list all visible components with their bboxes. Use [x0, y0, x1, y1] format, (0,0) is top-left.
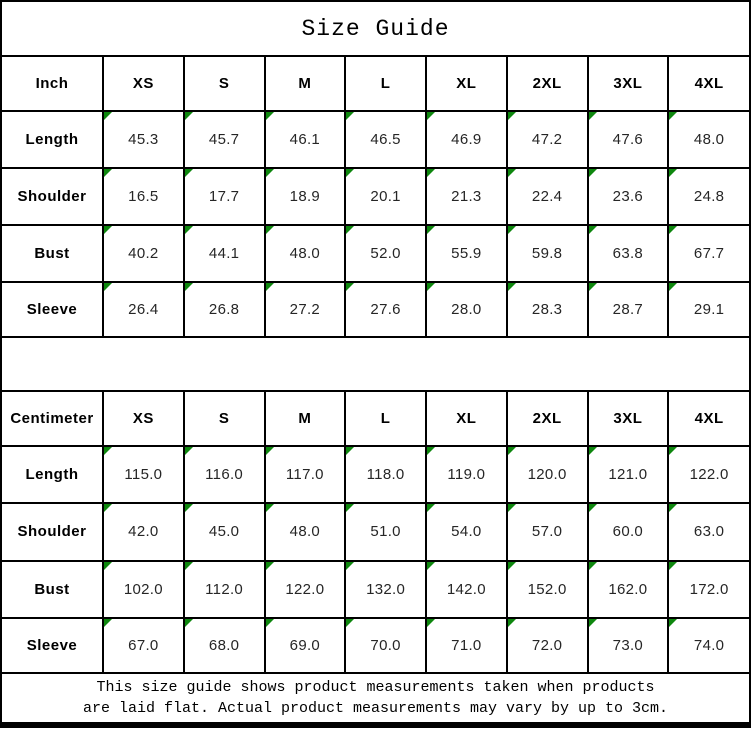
- cell-corner-flag-icon: [185, 504, 193, 512]
- table-row-length: [2, 446, 749, 503]
- size-value-cell: [426, 618, 507, 672]
- cell-corner-flag-icon: [508, 169, 516, 177]
- size-value-cell: [345, 225, 426, 282]
- size-value: 28.3: [531, 301, 563, 318]
- cell-corner-flag-icon: [185, 226, 193, 234]
- table-row-shoulder: [2, 168, 749, 225]
- size-value-cell: [668, 446, 749, 503]
- size-value-cell: [507, 446, 588, 503]
- inch-header-row: [2, 57, 749, 111]
- row-label-bust: Bust: [2, 225, 103, 282]
- size-value-cell: [588, 503, 669, 560]
- size-value-cell: [103, 168, 184, 225]
- cell-corner-flag-icon: [589, 504, 597, 512]
- size-value-cell: [668, 225, 749, 282]
- cell-corner-flag-icon: [346, 562, 354, 570]
- size-value-cell: [426, 111, 507, 168]
- cell-corner-flag-icon: [266, 562, 274, 570]
- cell-corner-flag-icon: [669, 283, 677, 291]
- size-value-cell: [668, 618, 749, 672]
- cell-corner-flag-icon: [185, 447, 193, 455]
- cell-corner-flag-icon: [346, 283, 354, 291]
- size-value-cell: [426, 168, 507, 225]
- cell-corner-flag-icon: [669, 226, 677, 234]
- column-header-4xl: 4XL: [668, 392, 749, 446]
- cell-corner-flag-icon: [508, 112, 516, 120]
- size-value-cell: [345, 111, 426, 168]
- size-value: 23.6: [612, 188, 644, 205]
- column-header-xs: XS: [103, 392, 184, 446]
- size-value: 40.2: [128, 245, 159, 262]
- cell-corner-flag-icon: [185, 169, 193, 177]
- unit-header-centimeter: Centimeter: [2, 392, 103, 446]
- row-label-length: Length: [2, 111, 103, 168]
- size-value: 63.8: [612, 245, 644, 262]
- size-value: 55.9: [451, 245, 482, 262]
- cell-corner-flag-icon: [104, 169, 112, 177]
- size-value-cell: [588, 168, 669, 225]
- cell-corner-flag-icon: [589, 283, 597, 291]
- size-value: 17.7: [208, 188, 240, 205]
- size-value: 46.5: [370, 131, 401, 148]
- centimeter-header-row: [2, 392, 749, 446]
- cell-corner-flag-icon: [266, 112, 274, 120]
- size-value-cell: [345, 618, 426, 672]
- centimeter-size-table: [2, 392, 749, 672]
- cell-corner-flag-icon: [104, 447, 112, 455]
- column-header-3xl: 3XL: [588, 57, 669, 111]
- column-header-3xl: 3XL: [588, 392, 669, 446]
- size-value: 18.9: [289, 188, 321, 205]
- table-row-shoulder: [2, 503, 749, 560]
- size-value-cell: [588, 225, 669, 282]
- size-value: 28.7: [612, 301, 644, 318]
- footer-note-line1: This size guide shows product measurements taken when products: [96, 679, 655, 696]
- footer-note-line2: are laid flat. Actual product measurements may vary by up to 3cm.: [82, 700, 669, 717]
- cell-corner-flag-icon: [266, 169, 274, 177]
- size-value: 20.1: [370, 188, 401, 205]
- size-value-cell: [184, 168, 265, 225]
- cell-corner-flag-icon: [508, 504, 516, 512]
- size-value: 72.0: [531, 636, 563, 654]
- size-value-cell: [345, 503, 426, 560]
- cell-corner-flag-icon: [346, 226, 354, 234]
- size-value-cell: [507, 111, 588, 168]
- column-header-2xl: 2XL: [507, 392, 588, 446]
- size-value-cell: [265, 446, 346, 503]
- size-value: 28.0: [451, 301, 482, 318]
- size-value-cell: [507, 225, 588, 282]
- size-value: 46.1: [289, 131, 321, 148]
- cell-corner-flag-icon: [346, 169, 354, 177]
- size-value: 60.0: [612, 523, 644, 541]
- size-value-cell: [345, 561, 426, 618]
- size-value-cell: [265, 503, 346, 560]
- size-value: 44.1: [208, 245, 240, 262]
- table-row-sleeve: [2, 282, 749, 336]
- size-value: 74.0: [693, 636, 725, 654]
- row-label-shoulder: Shoulder: [2, 168, 103, 225]
- size-value-cell: [103, 111, 184, 168]
- size-value: 45.3: [128, 131, 159, 148]
- cell-corner-flag-icon: [104, 562, 112, 570]
- size-value-cell: [668, 503, 749, 560]
- size-value: 132.0: [366, 580, 406, 598]
- size-value-cell: [345, 282, 426, 336]
- cell-corner-flag-icon: [266, 226, 274, 234]
- cell-corner-flag-icon: [669, 112, 677, 120]
- cell-corner-flag-icon: [104, 283, 112, 291]
- size-value-cell: [184, 282, 265, 336]
- cell-corner-flag-icon: [266, 283, 274, 291]
- table-row-bust: [2, 225, 749, 282]
- size-value: 115.0: [124, 466, 163, 484]
- size-value: 46.9: [451, 131, 482, 148]
- size-value: 102.0: [123, 580, 163, 598]
- footer-note: [2, 672, 749, 722]
- size-value-cell: [588, 282, 669, 336]
- size-value-cell: [668, 111, 749, 168]
- size-value-cell: [103, 503, 184, 560]
- size-value-cell: [668, 282, 749, 336]
- cell-corner-flag-icon: [589, 226, 597, 234]
- size-value-cell: [507, 618, 588, 672]
- size-value-cell: [103, 446, 184, 503]
- size-value: 22.4: [531, 188, 563, 205]
- table-spacer: [2, 336, 749, 392]
- cell-corner-flag-icon: [427, 504, 435, 512]
- size-value: 47.6: [612, 131, 644, 148]
- row-label-sleeve: Sleeve: [2, 618, 103, 672]
- size-value-cell: [265, 225, 346, 282]
- cell-corner-flag-icon: [589, 169, 597, 177]
- size-value-cell: [588, 446, 669, 503]
- size-value: 152.0: [527, 580, 567, 598]
- cell-corner-flag-icon: [346, 112, 354, 120]
- size-value-cell: [426, 225, 507, 282]
- column-header-2xl: 2XL: [507, 57, 588, 111]
- unit-header-inch: Inch: [2, 57, 103, 111]
- size-value: 67.0: [128, 636, 159, 654]
- size-value: 48.0: [289, 245, 321, 262]
- size-value: 63.0: [693, 523, 725, 541]
- size-value: 54.0: [451, 523, 482, 541]
- size-value: 142.0: [446, 580, 486, 598]
- cell-corner-flag-icon: [589, 619, 597, 627]
- cell-corner-flag-icon: [589, 112, 597, 120]
- column-header-xl: XL: [426, 392, 507, 446]
- size-value: 71.0: [451, 636, 482, 654]
- size-value: 59.8: [531, 245, 563, 262]
- cell-corner-flag-icon: [346, 619, 354, 627]
- size-value-cell: [103, 225, 184, 282]
- cell-corner-flag-icon: [589, 447, 597, 455]
- size-value-cell: [184, 561, 265, 618]
- size-value-cell: [184, 446, 265, 503]
- table-row-sleeve: [2, 618, 749, 672]
- size-value-cell: [103, 618, 184, 672]
- column-header-l: L: [345, 57, 426, 111]
- size-value: 118.0: [366, 466, 405, 484]
- size-value: 48.0: [289, 523, 321, 541]
- size-value: 21.3: [451, 188, 482, 205]
- cell-corner-flag-icon: [669, 504, 677, 512]
- size-value: 27.2: [289, 301, 321, 318]
- cell-corner-flag-icon: [104, 504, 112, 512]
- cell-corner-flag-icon: [185, 283, 193, 291]
- size-value: 121.0: [608, 466, 648, 484]
- column-header-4xl: 4XL: [668, 57, 749, 111]
- size-value-cell: [265, 111, 346, 168]
- cell-corner-flag-icon: [104, 226, 112, 234]
- page-title: Size Guide: [2, 2, 749, 57]
- size-value: 57.0: [531, 523, 563, 541]
- size-value: 67.7: [693, 245, 725, 262]
- size-value: 45.0: [208, 523, 240, 541]
- row-label-shoulder: Shoulder: [2, 503, 103, 560]
- size-value-cell: [103, 561, 184, 618]
- size-value: 26.4: [128, 301, 159, 318]
- size-value: 52.0: [370, 245, 401, 262]
- cell-corner-flag-icon: [266, 619, 274, 627]
- size-value: 73.0: [612, 636, 644, 654]
- size-value: 122.0: [689, 466, 729, 484]
- cell-corner-flag-icon: [104, 619, 112, 627]
- size-value-cell: [588, 618, 669, 672]
- size-value-cell: [345, 168, 426, 225]
- size-value: 70.0: [370, 636, 401, 654]
- size-value: 45.7: [208, 131, 240, 148]
- size-value: 51.0: [370, 523, 401, 541]
- column-header-l: L: [345, 392, 426, 446]
- size-value-cell: [265, 168, 346, 225]
- size-value-cell: [426, 561, 507, 618]
- size-value-cell: [184, 503, 265, 560]
- size-value: 69.0: [289, 636, 321, 654]
- cell-corner-flag-icon: [508, 619, 516, 627]
- cell-corner-flag-icon: [669, 169, 677, 177]
- size-value: 172.0: [689, 580, 729, 598]
- cell-corner-flag-icon: [185, 112, 193, 120]
- size-value: 117.0: [285, 466, 324, 484]
- column-header-m: M: [265, 392, 346, 446]
- cell-corner-flag-icon: [427, 447, 435, 455]
- row-label-sleeve: Sleeve: [2, 282, 103, 336]
- size-value: 16.5: [128, 188, 159, 205]
- table-row-length: [2, 111, 749, 168]
- size-value: 112.0: [205, 580, 244, 598]
- cell-corner-flag-icon: [346, 504, 354, 512]
- size-value-cell: [103, 282, 184, 336]
- cell-corner-flag-icon: [185, 562, 193, 570]
- size-value: 27.6: [370, 301, 401, 318]
- cell-corner-flag-icon: [427, 226, 435, 234]
- size-value: 26.8: [208, 301, 240, 318]
- size-value: 162.0: [608, 580, 648, 598]
- cell-corner-flag-icon: [508, 283, 516, 291]
- size-value-cell: [184, 618, 265, 672]
- cell-corner-flag-icon: [669, 619, 677, 627]
- size-value-cell: [507, 282, 588, 336]
- inch-size-table: [2, 57, 749, 336]
- cell-corner-flag-icon: [508, 447, 516, 455]
- cell-corner-flag-icon: [346, 447, 354, 455]
- size-value: 119.0: [447, 466, 486, 484]
- cell-corner-flag-icon: [669, 447, 677, 455]
- cell-corner-flag-icon: [266, 447, 274, 455]
- row-label-length: Length: [2, 446, 103, 503]
- size-value: 116.0: [205, 466, 244, 484]
- size-value-cell: [265, 282, 346, 336]
- size-value-cell: [184, 225, 265, 282]
- size-value-cell: [668, 561, 749, 618]
- size-value-cell: [426, 446, 507, 503]
- column-header-m: M: [265, 57, 346, 111]
- table-row-bust: [2, 561, 749, 618]
- size-value-cell: [507, 503, 588, 560]
- row-label-bust: Bust: [2, 561, 103, 618]
- size-value: 68.0: [208, 636, 240, 654]
- cell-corner-flag-icon: [589, 562, 597, 570]
- size-value-cell: [507, 561, 588, 618]
- size-value: 29.1: [693, 301, 725, 318]
- column-header-s: S: [184, 392, 265, 446]
- cell-corner-flag-icon: [508, 226, 516, 234]
- size-value-cell: [588, 111, 669, 168]
- cell-corner-flag-icon: [427, 112, 435, 120]
- size-value: 47.2: [531, 131, 563, 148]
- size-value-cell: [426, 503, 507, 560]
- size-value-cell: [184, 111, 265, 168]
- cell-corner-flag-icon: [669, 562, 677, 570]
- size-value-cell: [668, 168, 749, 225]
- size-value: 42.0: [128, 523, 159, 541]
- cell-corner-flag-icon: [427, 283, 435, 291]
- cell-corner-flag-icon: [104, 112, 112, 120]
- size-value: 122.0: [285, 580, 325, 598]
- cell-corner-flag-icon: [266, 504, 274, 512]
- cell-corner-flag-icon: [427, 619, 435, 627]
- cell-corner-flag-icon: [185, 619, 193, 627]
- column-header-s: S: [184, 57, 265, 111]
- column-header-xs: XS: [103, 57, 184, 111]
- size-value: 24.8: [693, 188, 725, 205]
- cell-corner-flag-icon: [427, 562, 435, 570]
- size-value-cell: [588, 561, 669, 618]
- size-value-cell: [426, 282, 507, 336]
- column-header-xl: XL: [426, 57, 507, 111]
- size-value-cell: [265, 618, 346, 672]
- size-value-cell: [265, 561, 346, 618]
- cell-corner-flag-icon: [508, 562, 516, 570]
- size-value: 48.0: [693, 131, 725, 148]
- cell-corner-flag-icon: [427, 169, 435, 177]
- size-value-cell: [507, 168, 588, 225]
- size-value-cell: [345, 446, 426, 503]
- size-value: 120.0: [527, 466, 567, 484]
